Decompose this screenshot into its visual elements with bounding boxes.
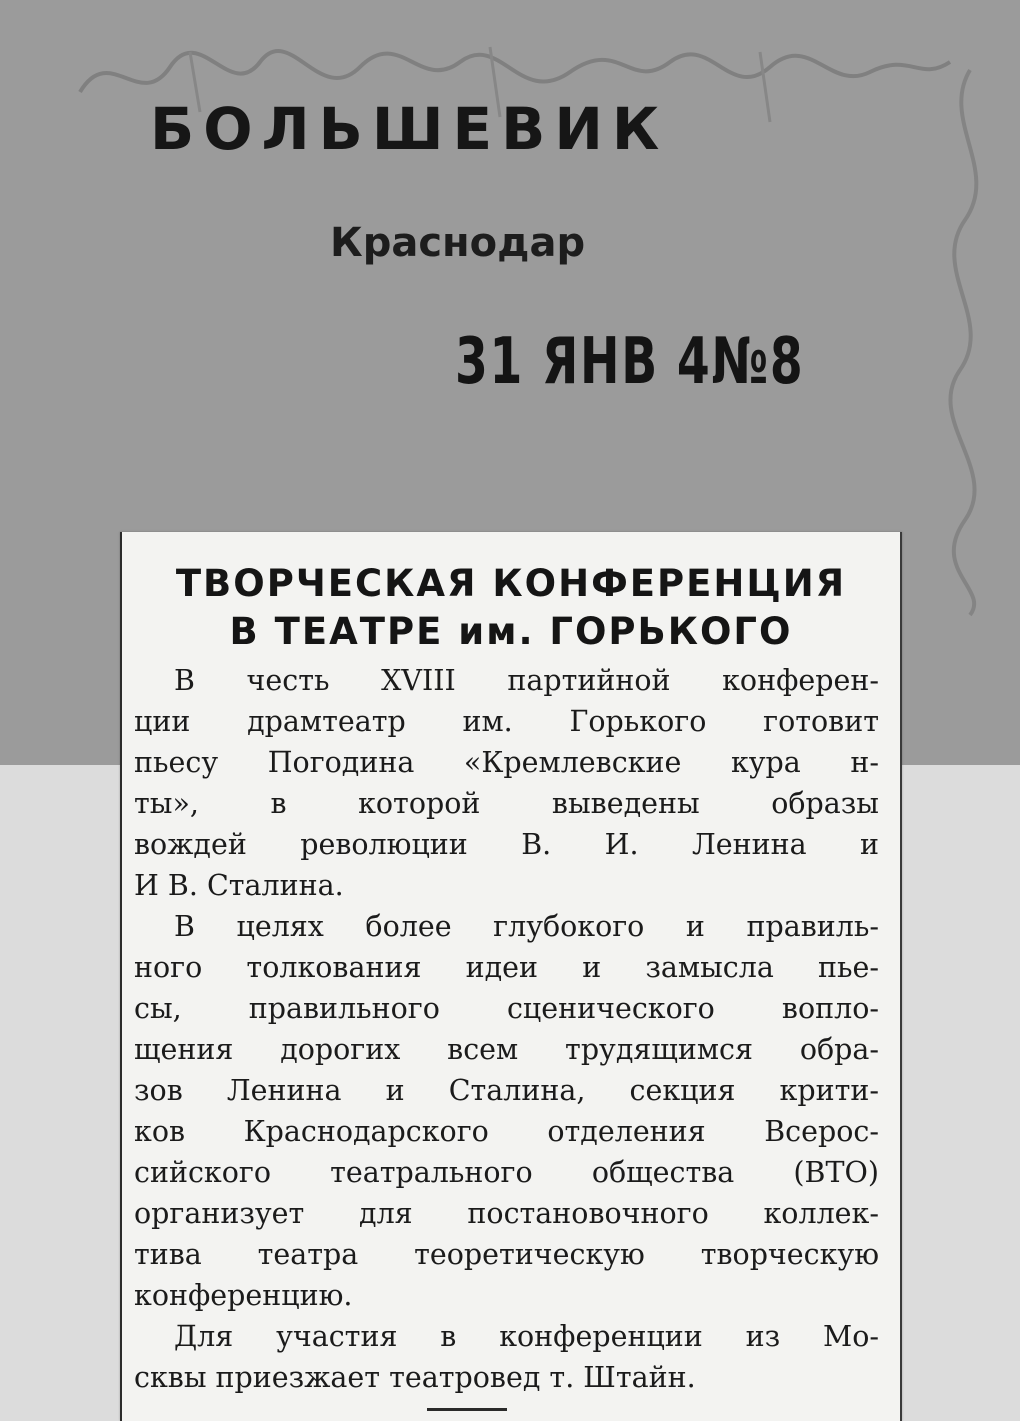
handwritten-margin-note (930, 60, 1010, 620)
date-stamp: 31 ЯНВ 4№8 (455, 325, 805, 399)
newspaper-city: Краснодар (330, 220, 586, 266)
newspaper-clipping (120, 532, 902, 1421)
text-line: ты», в которой выведены образы (134, 787, 879, 820)
text-line: пьесу Погодина «Кремлевские кура н- (134, 746, 879, 779)
article-end-rule (427, 1408, 507, 1411)
text-line: сийского театрального общества (ВТО) (134, 1156, 879, 1189)
text-line: конференцию. (134, 1279, 353, 1312)
text-line: В честь XVIII партийной конферен- (174, 664, 879, 697)
text-line: щения дорогих всем трудящимся обра- (134, 1033, 879, 1066)
text-line: тива театра теоретическую творческую (134, 1238, 879, 1271)
text-line: вождей революции В. И. Ленина и (134, 828, 879, 861)
text-line: И В. Сталина. (134, 869, 344, 902)
paragraph-1 (134, 660, 879, 906)
text-line: организует для постановочного коллек- (134, 1197, 879, 1230)
text-line: ков Краснодарского отделения Всерос- (134, 1115, 879, 1148)
headline-line-1: ТВОРЧЕСКАЯ КОНФЕРЕНЦИЯ (175, 562, 847, 605)
text-line: сквы приезжает театровед т. Штайн. (134, 1361, 696, 1394)
text-line: Для участия в конференции из Мо- (174, 1320, 879, 1353)
text-line: ного толкования идеи и замысла пье- (134, 951, 879, 984)
article-body (134, 660, 879, 1398)
headline-line-2: В ТЕАТРЕ им. ГОРЬКОГО (229, 610, 793, 653)
newspaper-masthead: БОЛЬШЕВИК (150, 95, 669, 163)
paragraph-3 (134, 1316, 879, 1398)
text-line: ции драмтеатр им. Горького готовит (134, 705, 879, 738)
text-line: В целях более глубокого и правиль- (174, 910, 879, 943)
article-headline (122, 560, 900, 656)
text-line: зов Ленина и Сталина, секция крити- (134, 1074, 879, 1107)
paragraph-2 (134, 906, 879, 1316)
text-line: сы, правильного сценического вопло- (134, 992, 879, 1025)
